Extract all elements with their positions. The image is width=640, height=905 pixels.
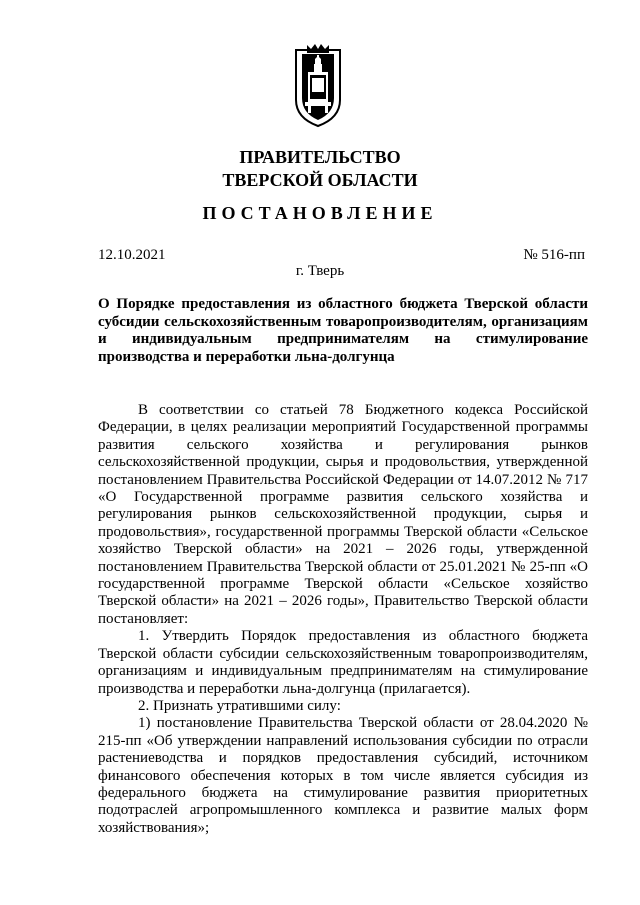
decree-city: г. Тверь (295, 263, 345, 279)
item-1-paragraph: 1. Утвердить Порядок предоставления из областного бюджета Тверской области субсидии сельскохозяйственным товаропроизводителям, организациям и индивидуальным предпринимателям на стимулирование производства и переработки льна-долгунца (прилагается). (98, 628, 588, 697)
decree-body (98, 402, 588, 837)
item-2-1-paragraph: 1) постановление Правительства Тверской области от 28.04.2020 № 215-пп «Об утверждении направлений использования субсидии по отрасли растениеводства и порядков предоставления субсидий, источником финансового обеспечения которых в том числе является субсидия из федерального бюджета на стимулирование развития приоритетных подотраслей агропромышленного комплекса и развитие малых форм хозяйствования»; (98, 715, 588, 836)
tver-coat-of-arms-icon (293, 42, 343, 128)
government-name-line1: ПРАВИТЕЛЬСТВО (239, 147, 401, 167)
preamble-paragraph: В соответствии со статьей 78 Бюджетного кодекса Российской Федерации, в целях реализации мероприятий Государственной программы развития сельского хозяйства и регулирования рынков сельскохозяйственной продукции, сырья и продовольствия, утвержденной постановлением Правительства Российской Федерации от 14.07.2012 № 717 «О Государственной программе развития сельского хозяйства и регулирования рынков сельскохозяйственной продукции, сырья и продовольствия», государственной программы Тверской области «Сельское хозяйство Тверской области» на 2021 – 2026 годы, утвержденной постановлением Правительства Тверской области от 25.01.2021 № 25-пп «О государственной программе Тверской области «Сельское хозяйство Тверской области» на 2021 – 2026 годы», Правительство Тверской области постановляет: (98, 402, 588, 627)
decree-title: ПОСТАНОВЛЕНИЕ (202, 203, 438, 223)
decree-number: № 516-пп (523, 247, 585, 263)
decree-subject: О Порядке предоставления из областного бюджета Тверской области субсидии сельскохозяйственным товаропроизводителям, организациям и индивидуальным предпринимателям на стимулирование производства и переработки льна-долгунца (98, 296, 588, 365)
decree-date: 12.10.2021 (98, 247, 166, 263)
government-name (0, 146, 640, 192)
government-name-line2: ТВЕРСКОЙ ОБЛАСТИ (222, 170, 418, 190)
item-2-paragraph: 2. Признать утратившими силу: (138, 697, 341, 714)
